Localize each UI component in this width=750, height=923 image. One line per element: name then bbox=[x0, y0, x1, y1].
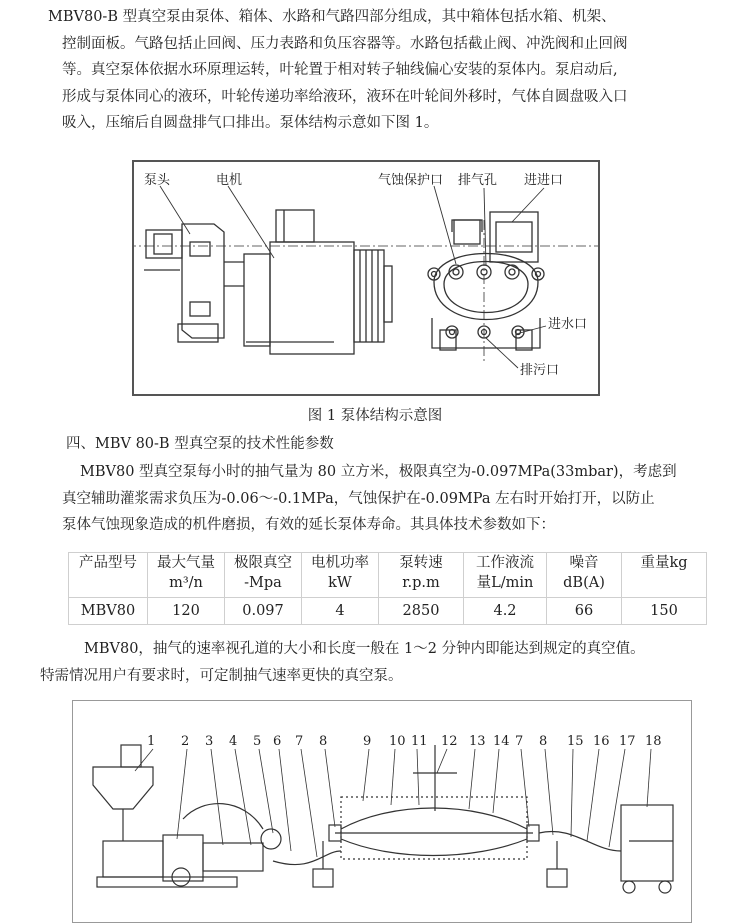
cell-liquid-flow: 4.2 bbox=[464, 598, 547, 625]
closing-line-1: MBV80，抽气的速率视孔道的大小和长度一般在 1～2 分钟内即能达到规定的真空值。 bbox=[84, 641, 645, 657]
label-cavitation-port: 气蚀保护口 bbox=[378, 173, 444, 188]
part-number-6: 6 bbox=[273, 734, 282, 749]
cell-motor-power: 4 bbox=[302, 598, 379, 625]
intro-line-2: 控制面板。气路包括止回阀、压力表路和负压容器等。水路包括截止阀、冲洗阀和止回阀 bbox=[62, 35, 628, 52]
intro-paragraph bbox=[0, 4, 750, 137]
cell-noise: 66 bbox=[547, 598, 622, 625]
part-number-9: 9 bbox=[363, 734, 372, 749]
section4-line-1: MBV80 型真空泵每小时的抽气量为 80 立方米，极限真空为-0.097MPa(33mbar)，考虑到 bbox=[80, 464, 677, 480]
intro-line-3: 等。真空泵体依据水环原理运转，叶轮置于相对转子轴线偏心安装的泵体内。泵启动后, bbox=[62, 62, 618, 78]
label-exhaust-hole: 排气孔 bbox=[458, 173, 498, 188]
header-pump-speed: 泵转速 r.p.m bbox=[379, 553, 464, 598]
part-number-18: 16 bbox=[593, 734, 610, 749]
closing-line-2: 特需情况用户有要求时，可定制抽气速率更快的真空泵。 bbox=[40, 667, 403, 684]
cell-max-airflow: 120 bbox=[148, 598, 225, 625]
header-max-airflow: 最大气量 m³/n bbox=[148, 553, 225, 598]
label-motor: 电机 bbox=[216, 173, 243, 188]
label-drain: 排污口 bbox=[520, 363, 560, 378]
label-water-inlet: 进水口 bbox=[548, 317, 588, 332]
section4-heading: 四、MBV 80-B 型真空泵的技术性能参数 bbox=[66, 436, 334, 452]
part-number-19: 17 bbox=[619, 734, 636, 749]
spec-table bbox=[68, 552, 707, 625]
header-model: 产品型号 bbox=[69, 553, 148, 598]
intro-line-4: 形成与泵体同心的液环，叶轮传递功率给液环，液环在叶轮间外移时，气体自圆盘吸入口 bbox=[62, 88, 628, 105]
part-number-20: 18 bbox=[645, 734, 662, 749]
grouting-system-figure bbox=[72, 700, 692, 923]
part-number-5: 5 bbox=[253, 734, 262, 749]
section4-line-2: 真空辅助灌浆需求负压为-0.06～-0.1MPa，气蚀保护在-0.09MPa 左右时开始打开，以防止 bbox=[62, 490, 655, 507]
header-motor-power: 电机功率 kW bbox=[302, 553, 379, 598]
part-number-13: 13 bbox=[469, 734, 486, 749]
section4-line-3: 泵体气蚀现象造成的机件磨损，有效的延长泵体寿命。其具体技术参数如下： bbox=[62, 517, 555, 533]
label-pump-head: 泵头 bbox=[144, 173, 171, 188]
intro-line-1: MBV80-B 型真空泵由泵体、箱体、水路和气路四部分组成，其中箱体包括水箱、机架、 bbox=[48, 9, 616, 25]
part-number-14: 14 bbox=[493, 734, 510, 749]
part-number-2: 2 bbox=[181, 734, 190, 749]
part-number-10: 10 bbox=[389, 734, 406, 749]
part-number-8: 8 bbox=[319, 734, 328, 749]
part-number-17: 15 bbox=[567, 734, 584, 749]
header-noise: 噪音 dB(A) bbox=[547, 553, 622, 598]
part-number-12: 12 bbox=[441, 734, 458, 749]
part-number-11: 11 bbox=[411, 734, 428, 749]
part-number-4: 4 bbox=[229, 734, 238, 749]
part-number-7: 7 bbox=[295, 734, 304, 749]
intro-line-5: 吸入，压缩后自圆盘排气口排出。泵体结构示意如下图 1。 bbox=[62, 115, 439, 131]
pump-structure-figure bbox=[132, 160, 600, 396]
cell-pump-speed: 2850 bbox=[379, 598, 464, 625]
part-number-16: 8 bbox=[539, 734, 548, 749]
header-weight: 重量kg bbox=[622, 553, 707, 598]
part-number-1: 1 bbox=[147, 734, 156, 749]
spec-table-row bbox=[69, 598, 707, 625]
grouting-system-drawing bbox=[73, 701, 691, 922]
header-liquid-flow: 工作液流 量L/min bbox=[464, 553, 547, 598]
cell-weight: 150 bbox=[622, 598, 707, 625]
header-ultimate-vacuum: 极限真空 -Mpa bbox=[225, 553, 302, 598]
figure1-caption: 图 1 泵体结构示意图 bbox=[307, 408, 443, 424]
label-inlet: 进进口 bbox=[524, 173, 564, 188]
pump-structure-drawing bbox=[134, 162, 598, 394]
cell-ultimate-vacuum: 0.097 bbox=[225, 598, 302, 625]
cell-model: MBV80 bbox=[69, 598, 148, 625]
part-number-15: 7 bbox=[515, 734, 524, 749]
section4-paragraph bbox=[0, 459, 750, 539]
closing-paragraph bbox=[0, 636, 750, 689]
part-number-3: 3 bbox=[205, 734, 214, 749]
part-number-labels bbox=[147, 734, 662, 749]
spec-table-header-row bbox=[69, 553, 707, 598]
